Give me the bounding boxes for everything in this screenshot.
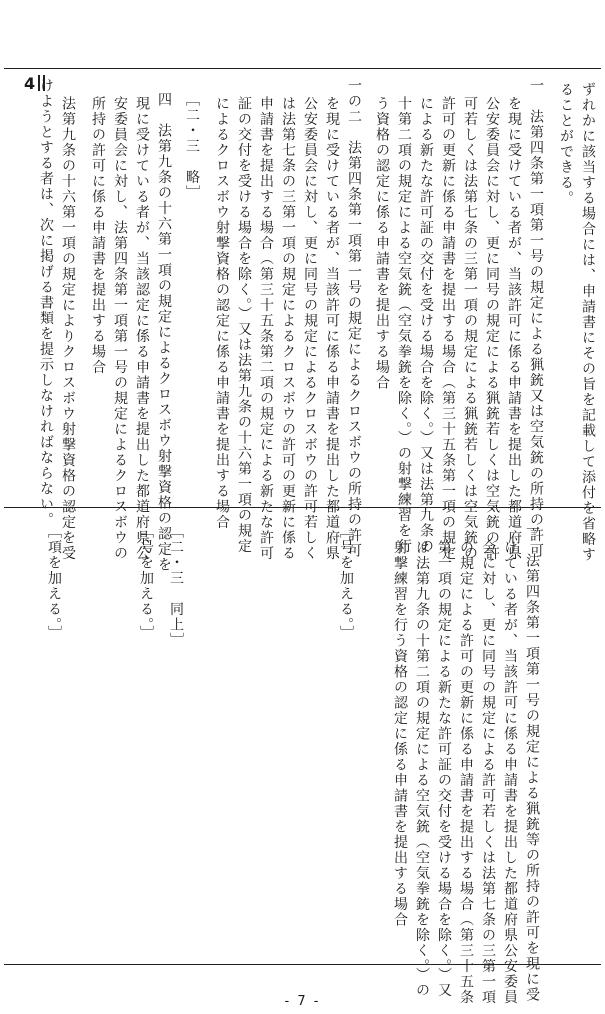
upper-line-19: 四 法第九条の十六第一項の規定によるクロスボウ射撃資格の認定を bbox=[156, 92, 172, 573]
upper-line-16: 証の交付を受ける場合を除く。）又は法第九条の十六第一項の規定 bbox=[236, 96, 252, 554]
lower-line-4: の規定による許可の更新に係る申請書を提出する場合（第三十五条 bbox=[458, 540, 474, 1005]
upper-line-5: 公安委員会に対し、更に同号の規定による猟銃若しくは空気銃の許 bbox=[484, 96, 500, 561]
upper-line-22: 所持の許可に係る申請書を提出する場合 bbox=[90, 96, 106, 375]
upper-line-2: ることができる。 bbox=[558, 82, 574, 206]
upper-line-23: 法第九条の十六第一項の規定によりクロスボウ射撃資格の認定を受 bbox=[60, 96, 76, 561]
upper-line-14: は法第七条の三第一項の規定によるクロスボウの許可の更新に係る bbox=[280, 96, 296, 561]
lower-line-2: けている者が、当該許可に係る申請書を提出した都道府県公安委員 bbox=[502, 540, 518, 1005]
lower-line-3: 会に対し、更に同号の規定による許可若しくは法第七条の三第一項 bbox=[480, 540, 496, 1005]
lower-line-9: ［二・三 同上］ bbox=[168, 524, 184, 648]
section-number-mark: 4 bbox=[24, 74, 45, 93]
upper-line-15: 申請書を提出する場合（第三十五条第二項の規定による新たな許可 bbox=[258, 96, 274, 561]
upper-line-6: 可若しくは法第七条の三第一項の規定による猟銃若しくは空気銃の bbox=[462, 96, 478, 561]
upper-line-13: 公安委員会に対し、更に同号の規定によるクロスボウの許可若しく bbox=[302, 96, 318, 561]
upper-line-1: ずれかに該当する場合には、申請書にその旨を記載して添付を省略す bbox=[580, 82, 596, 563]
upper-line-4: を現に受けている者が、当該許可に係る申請書を提出した都道府県 bbox=[506, 96, 522, 561]
upper-line-7: 許可の更新に係る申請書を提出する場合（第三十五条第一項の規定 bbox=[440, 96, 456, 561]
upper-line-11: 一の二 法第四条第一項第一号の規定によるクロスボウの所持の許可 bbox=[346, 78, 362, 559]
upper-line-21: 安委員会に対し、法第四条第一項第一号の規定によるクロスボウの bbox=[112, 96, 128, 561]
upper-line-24: けようとする者は、次に掲げる書類を提示しなければならない。 bbox=[38, 78, 54, 528]
upper-line-17: によるクロスボウ射撃資格の認定に係る申請書を提出する場合 bbox=[214, 96, 230, 530]
upper-line-8: による新たな許可証の交付を受ける場合を除く。）又は法第九条の bbox=[418, 96, 434, 554]
lower-line-8: ［号を加える。］ bbox=[338, 524, 354, 641]
lower-line-5: 第一項の規定による新たな許可証の交付を受ける場合を除く。）又 bbox=[436, 540, 452, 998]
upper-line-20: 現に受けている者が、当該認定に係る申請書を提出した都道府県公 bbox=[134, 96, 150, 561]
lower-line-1: 一 法第四条第一項第一号の規定による猟銃等の所持の許可を現に受 bbox=[524, 522, 540, 1003]
upper-line-3: 一 法第四条第一項第一号の規定による猟銃又は空気銃の所持の許可 bbox=[528, 78, 544, 559]
upper-line-12: を現に受けている者が、当該許可に係る申請書を提出した都道府県 bbox=[324, 96, 340, 561]
upper-line-18: ［二・三 略］ bbox=[184, 92, 200, 201]
lower-line-11: ［項を加える。］ bbox=[46, 524, 62, 641]
lower-line-10: ［号を加える。］ bbox=[138, 524, 154, 641]
upper-line-10: う資格の認定に係る申請書を提出する場合 bbox=[374, 96, 390, 391]
page-number: - 7 - bbox=[284, 994, 321, 1009]
upper-line-9: 十第二項の規定による空気銃（空気拳銃を除く。）の射撃練習を行 bbox=[396, 96, 412, 554]
lower-line-7: 射撃練習を行う資格の認定に係る申請書を提出する場合 bbox=[392, 540, 408, 928]
lower-line-6: は法第九条の十第二項の規定による空気銃（空気拳銃を除く。）の bbox=[414, 540, 430, 998]
top-rule bbox=[4, 68, 601, 69]
